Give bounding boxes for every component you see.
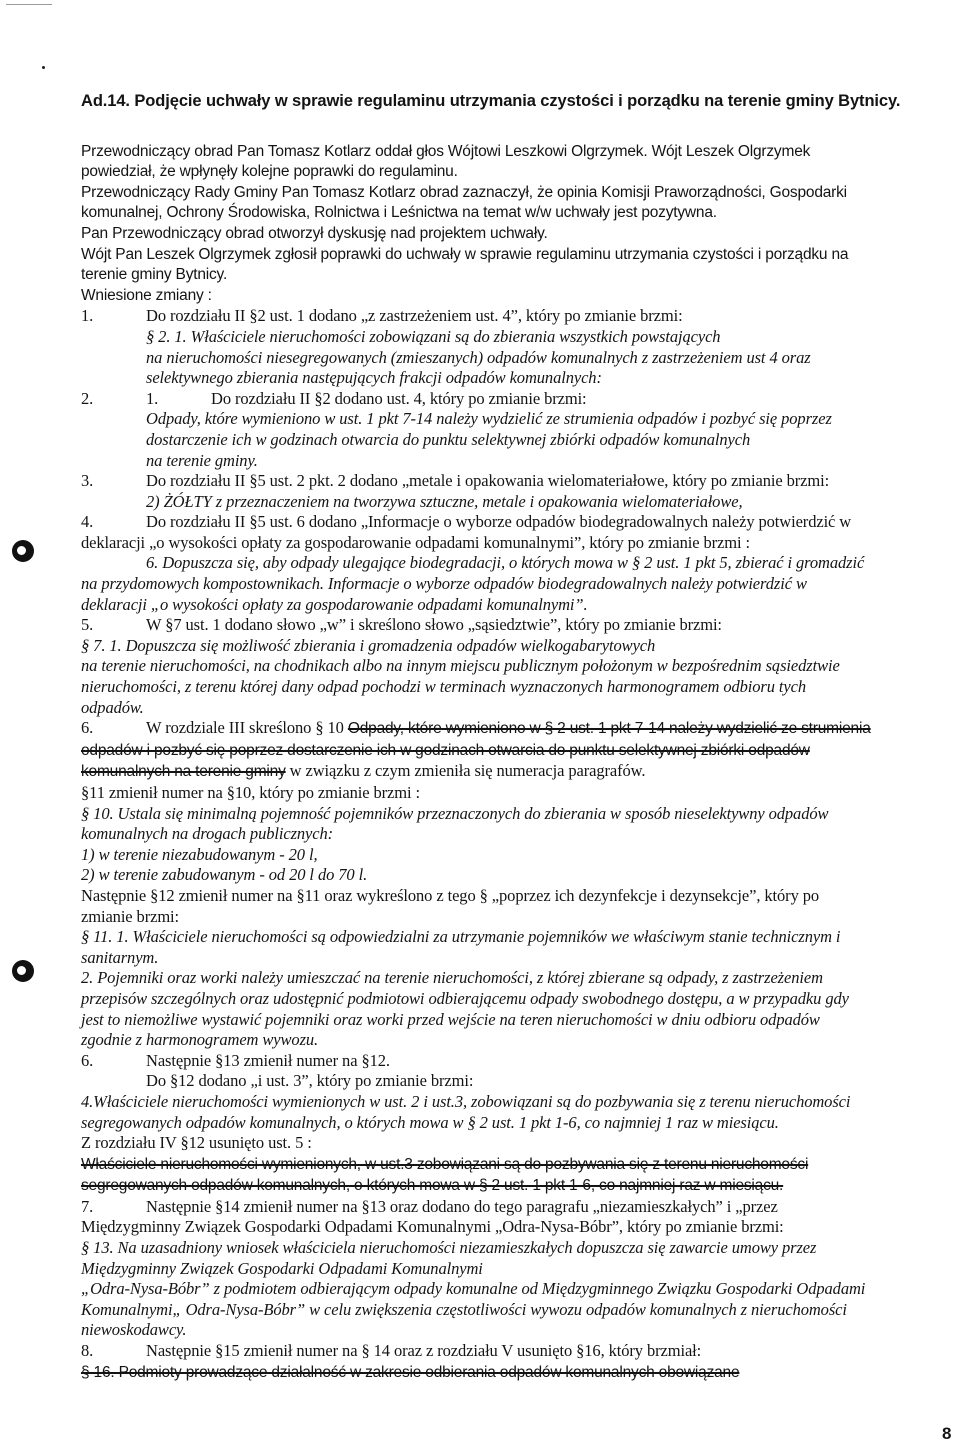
amendment-7-cont: Międzygminny Związek Gospodarki Odpadami Komunalnymi „Odra-Nysa-Bóbr”, który po zmianie brzmi: bbox=[81, 1217, 784, 1237]
paragraph-12-quote: 4.Właściciele nieruchomości wymienionych w ust. 2 i ust.3, zobowiązani są do pozbywania się z terenu nieruchomości bbox=[81, 1091, 851, 1111]
amendment-4-quote: 6. Dopuszcza się, aby odpady ulegające biodegradacji, o których mowa w § 2 ust. 1 pkt 5, zbierać i gromadzić bbox=[146, 553, 865, 573]
amendment-7: 7. Następnie §14 zmienił numer na §13 oraz dodano do tego paragrafu „niezamieszkałych” i „przez bbox=[81, 1196, 778, 1216]
paragraph-10-quote: komunalnych na drogach publicznych: bbox=[81, 824, 334, 844]
amendment-1-quote: na nieruchomości niesegregowanych (zmieszanych) odpadów komunalnych z zastrzeżeniem ust 4 oraz bbox=[146, 347, 811, 367]
paragraph-13-quote: Komunalnymi„ Odra-Nysa-Bóbr” w celu zwiększenia częstotliwości wywozu odpadów komunalnych z nieruchomości bbox=[81, 1299, 847, 1319]
section-heading: Ad.14. Podjęcie uchwały w sprawie regulaminu utrzymania czystości i porządku na terenie gminy Bytnicy. bbox=[81, 92, 901, 110]
paragraph-13-quote: Międzygminny Związek Gospodarki Odpadami Komunalnymi bbox=[81, 1258, 483, 1278]
amendment-4: 4. Do rozdziału II §5 ust. 6 dodano „Informacje o wyborze odpadów biodegradowalnych należy potwierdzić w bbox=[81, 512, 852, 532]
amendment-2: 2. 1. Do rozdziału II §2 dodano ust. 4, który po zmianie brzmi: bbox=[81, 388, 587, 408]
amendment-1-quote: selektywnego zbierania następujących frakcji odpadów komunalnych: bbox=[146, 368, 602, 388]
amendment-5: 5. W §7 ust. 1 dodano słowo „w” i skreślono słowo „sąsiedztwie”, który po zmianie brzmi: bbox=[81, 615, 722, 635]
intro-line: komunalnej, Ochrony Środowiska, Rolnictwa i Leśnictwa na temat w/w uchwały jest pozytywna. bbox=[81, 204, 717, 222]
scan-speck bbox=[42, 66, 45, 69]
amendment-3-quote: 2) ŻÓŁTY z przeznaczeniem na tworzywa sztuczne, metale i opakowania wielomateriałowe, bbox=[146, 491, 743, 511]
paragraph-13-quote: „Odra-Nysa-Bóbr” z podmiotem odbierającym odpady komunalne od Międzygminnego Związku Gospodarki Odpadami bbox=[81, 1279, 866, 1299]
intro-line: powiedział, że wpłynęły kolejne poprawki do regulaminu. bbox=[81, 163, 458, 181]
amendment-2-quote: Odpady, które wymieniono w ust. 1 pkt 7-14 należy wydzielić ze strumienia odpadów i pozbyć się poprzez bbox=[146, 409, 832, 429]
intro-line: Pan Przewodniczący obrad otworzył dyskusję nad projektem uchwały. bbox=[81, 224, 548, 242]
intro-line: Przewodniczący obrad Pan Tomasz Kotlarz oddał głos Wójtowi Leszkowi Olgrzymek. Wójt Leszek Olgrzymek bbox=[81, 142, 811, 160]
amendment-4-cont: deklaracji „o wysokości opłaty za gospodarowanie odpadami komunalnymi”, który po zmianie brzmi : bbox=[81, 532, 751, 552]
amendment-2-quote: na terenie gminy. bbox=[146, 450, 258, 470]
renumber-note: zmianie brzmi: bbox=[81, 906, 180, 926]
removed-note: Z rozdziału IV §12 usunięto ust. 5 : bbox=[81, 1133, 312, 1153]
renumber-note: §11 zmienił numer na §10, który po zmianie brzmi : bbox=[81, 783, 420, 802]
amendment-5-quote: § 7. 1. Dopuszcza się możliwość zbierania i gromadzenia odpadów wielkogabarytowych bbox=[81, 635, 656, 655]
struck-text: Odpady, które wymieniono w § 2 ust. 1 pkt 7-14 należy wydzielić ze strumienia bbox=[347, 720, 871, 738]
intro-line: Wójt Pan Leszek Olgrzymek zgłosił poprawki do uchwały w sprawie regulaminu utrzymania czystości i porządku na bbox=[81, 245, 849, 263]
struck-line: Właściciele nieruchomości wymienionych, w ust.3 zobowiązani są do pozbywania się z terenu nieruchomości bbox=[81, 1155, 809, 1173]
struck-line: segregowanych odpadów komunalnych, o których mowa w § 2 ust. 1 pkt 1-6, co najmniej raz w miesiącu. bbox=[81, 1177, 784, 1195]
amendment-5-quote: na terenie nieruchomości, na chodnikach albo na innym miejscu publicznym położonym w bezpośrednim sąsiedztwie bbox=[81, 656, 840, 676]
document-page bbox=[81, 91, 938, 1383]
amendment-5-quote: nieruchomości, z terenu której dany odpad pochodzi w terminach wyznaczonych harmonogramem odbioru tych bbox=[81, 677, 807, 697]
amendment-1: 1. Do rozdziału II §2 ust. 1 dodano „z zastrzeżeniem ust. 4”, który po zmianie brzmi: bbox=[81, 306, 683, 326]
struck-text: odpadów i pozbyć się poprzez dostarczenie ich w godzinach otwarcia do punktu selektywnej zbiórki odpadów bbox=[81, 741, 810, 759]
renumber-note: Następnie §12 zmienił numer na §11 oraz wykreślono z tego § „poprzez ich dezynfekcje i dezynsekcje”, który po bbox=[81, 885, 820, 905]
paragraph-11-quote: sanitarnym. bbox=[81, 947, 159, 967]
punch-hole-top bbox=[12, 540, 34, 562]
page-number: 8 bbox=[942, 1424, 952, 1443]
amendment-6: 6. W rozdziale III skreślono § 10 Odpady, które wymieniono w § 2 ust. 1 pkt 7-14 należy wydzielić ze strumienia bbox=[81, 718, 871, 738]
paragraph-13-quote: § 13. Na uzasadniony wniosek właściciela nieruchomości niezamieszkałych dopuszcza się zawarcie umowy przez bbox=[81, 1238, 817, 1258]
paragraph-10-quote: 1) w terenie niezabudowanym - 20 l, bbox=[81, 844, 318, 864]
paragraph-11-quote: zgodnie z harmonogramem wywozu. bbox=[81, 1030, 319, 1050]
amendment-2-quote: dostarczenie ich w godzinach otwarcia do punktu selektywnej zbiórki odpadów komunalnych bbox=[146, 429, 751, 449]
amendment-1-quote: § 2. 1. Właściciele nieruchomości zobowiązani są do zbierania wszystkich powstających bbox=[146, 326, 721, 346]
paragraph-11-quote: jest to niemożliwe wystawić pojemniki oraz worki przed wejście na teren nieruchomości w dniu odbioru odpadów bbox=[81, 1009, 820, 1029]
paragraph-11-quote: przepisów szczególnych oraz udostępnić podmiotowi odbierającemu odpady swobodnego dostępu, a w przypadku gdy bbox=[81, 988, 849, 1008]
paragraph-11-quote: 2. Pojemniki oraz worki należy umieszczać na terenie nieruchomości, z której zbierane są odpady, z zastrzeżeniem bbox=[81, 968, 823, 988]
struck-line: § 16. Podmioty prowadzące działalność w zakresie odbierania odpadów komunalnych obowiązane bbox=[81, 1363, 740, 1381]
amendment-3: 3. Do rozdziału II §5 ust. 2 pkt. 2 dodano „metale i opakowania wielomateriałowe, który po zmianie brzmi: bbox=[81, 471, 830, 491]
amendment-6-cont: komunalnych na terenie gminy w związku z czym zmieniła się numeracja paragrafów. bbox=[81, 761, 646, 781]
paragraph-10-quote: § 10. Ustala się minimalną pojemność pojemników przeznaczonych do zbierania w sposób nieselektywny odpadów bbox=[81, 803, 829, 823]
amendment-6-cont bbox=[81, 740, 938, 762]
punch-hole-bottom bbox=[12, 960, 34, 982]
amendment-8: 8. Następnie §15 zmienił numer na § 14 oraz z rozdziału V usunięto §16, który brzmiał: bbox=[81, 1341, 702, 1361]
paragraph-11-quote: § 11. 1. Właściciele nieruchomości są odpowiedzialni za utrzymanie pojemników we właściwym stanie technicznym i bbox=[81, 927, 841, 947]
intro-line: Wniesione zmiany : bbox=[81, 286, 212, 304]
paragraph-10-quote: 2) w terenie zabudowanym - od 20 l do 70 l. bbox=[81, 865, 368, 885]
paragraph-13-quote: niewoskodawcy. bbox=[81, 1320, 187, 1340]
amendment-6b-cont: Do §12 dodano „i ust. 3”, który po zmianie brzmi: bbox=[146, 1071, 474, 1091]
intro-line: Przewodniczący Rady Gminy Pan Tomasz Kotlarz obrad zaznaczył, że opinia Komisji Praworządności, Gospodarki bbox=[81, 183, 847, 201]
struck-text: komunalnych na terenie gminy bbox=[81, 763, 286, 781]
amendment-4-quote: na przydomowych kompostownikach. Informacje o wyborze odpadów biodegradowalnych należy potwierdzić w bbox=[81, 574, 807, 594]
paragraph-12-quote: segregowanych odpadów komunalnych, o których mowa w § 2 ust. 1 pkt 1-6, co najmniej 1 raz w miesiącu. bbox=[81, 1112, 779, 1132]
amendment-4-quote: deklaracji „o wysokości opłaty za gospodarowanie odpadami komunalnymi”. bbox=[81, 594, 588, 614]
scan-edge-mark bbox=[6, 4, 52, 5]
amendment-5-quote: odpadów. bbox=[81, 697, 144, 717]
amendment-6b: 6. Następnie §13 zmienił numer na §12. bbox=[81, 1050, 390, 1070]
intro-block bbox=[81, 142, 938, 307]
intro-line: terenie gminy Bytnicy. bbox=[81, 266, 228, 284]
